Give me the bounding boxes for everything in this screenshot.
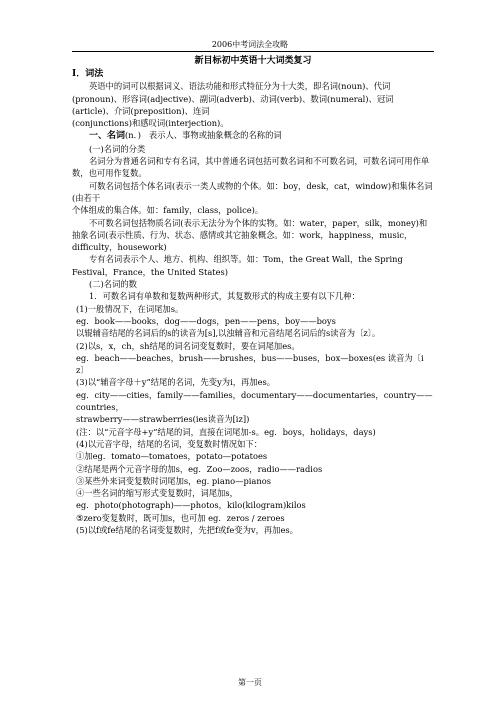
rule-line: ②结尾是两个元音字母的加s，eg．Zoo—zoos，radio——radios [76, 463, 323, 474]
noun-definition: 表示人、事物或抽象概念的名称的词 [148, 130, 282, 141]
rule-line: strawberry——strawberries(ies读音为[iz]) [76, 414, 250, 425]
paragraph-2: 可数名词包括个体名词(表示一类人或物的个体。如：boy，desk，cat，window)和集体名词(由若干 [72, 180, 433, 203]
paragraph-2-cont: 个体组成的集合体。如：family，class，police)。 [72, 205, 264, 216]
running-header: 2006中考词法全攻略 [211, 40, 289, 49]
document-body [72, 54, 434, 536]
paragraph-4: 专有名词表示个人、地方、机构、组织等。如：Tom，the Great Wall，the Spring Festival，France，the United States) [72, 254, 403, 277]
page-footer: 第一页 [238, 678, 262, 687]
paragraph-3: 不可数名词包括物质名词(表示无法分为个体的实物。如：water，paper，silk，money)和抽象名词(表示性质、行为、状态、感情或其它抽象概念。如：work，happiness，music，difficulty，housework) [72, 217, 428, 253]
rule-line: ①加eg．tomato—tomatoes，potato—potatoes [76, 451, 268, 462]
subheading-number: (二)名词的数 [89, 279, 137, 290]
rule-line: (2)以s，x，ch，sh结尾的词名词变复数时，要在词尾加es。 [76, 340, 300, 351]
paragraph-1: 名词分为普通名词和专有名词，其中普通名词包括可数名词和不可数名词，可数名词可用作单数，也可用作复数。 [72, 156, 430, 179]
section-heading: I．词法 [72, 69, 104, 79]
noun-heading: 一、名词 [89, 131, 126, 142]
noun-heading-line [72, 129, 434, 142]
rule-line: (3)以“辅音字母＋y”结尾的名词，先变y为i，再加es。 [76, 377, 276, 388]
rule-line: (4)以元音字母，结尾的名词，变复数时情况如下： [76, 438, 262, 449]
paragraph-intro-cont: (conjunctions)和感叹词(interjection)。 [72, 118, 229, 129]
rule-line: 以辊辅音结尾的名词后的s的读音为[s],以浊辅音和元音结尾名词后的s读音为〔z〕。 [76, 328, 381, 339]
rule-line: (5)以f或fe结尾的名词变复数时，先把f或fe变为v，再加es。 [76, 524, 298, 535]
rule-line: ③某些外来词变复数时词尾加s，eg. piano—pianos [76, 475, 271, 486]
rule-line: eg．book——books，dog——dogs，pen——pens，boy——boys [76, 315, 336, 326]
rule-line: eg．city——cities，family——families，documentary——documentaries，country——countries， [76, 389, 433, 413]
rule-line: eg．photo(photograph)——photos，kilo(kilogram)kilos [76, 500, 306, 511]
header-rule [72, 51, 434, 52]
rule-line: ⑤zero变复数时，既可加s，也可加 eg．zeros / zeroes [76, 512, 285, 523]
rule-line: eg．beach——beaches，brush——brushes，bus——buses，box—boxes(es 读音为〔i z〕 [76, 352, 424, 376]
rule-line: (1)一般情况下，在词尾加s。 [76, 303, 184, 314]
noun-abbr: (n．) [125, 130, 141, 141]
rule-line: 1．可数名词有单数和复数两种形式，其复数形式的构成主要有以下几种： [89, 291, 360, 302]
paragraph-intro: 英语中的词可以根据词义、语法功能和形式特征分为十大类，即名词(noun)、代词(pronoun)、形容词(adjective)、副词(adverb)、动词(verb)、数词(numeral)、冠词(article)、介词(preposition)、连词 [72, 81, 394, 116]
rule-line: (注：以“元音字母+y”结尾的词，直接在词尾加-s。eg．boys，holidays，days) [76, 426, 376, 437]
rule-line: ④一些名词的缩写形式变复数时，词尾加s， [76, 488, 238, 499]
document-title: 新目标初中英语十大词类复习 [194, 56, 312, 66]
subheading-classification: (一)名词的分类 [89, 143, 146, 154]
